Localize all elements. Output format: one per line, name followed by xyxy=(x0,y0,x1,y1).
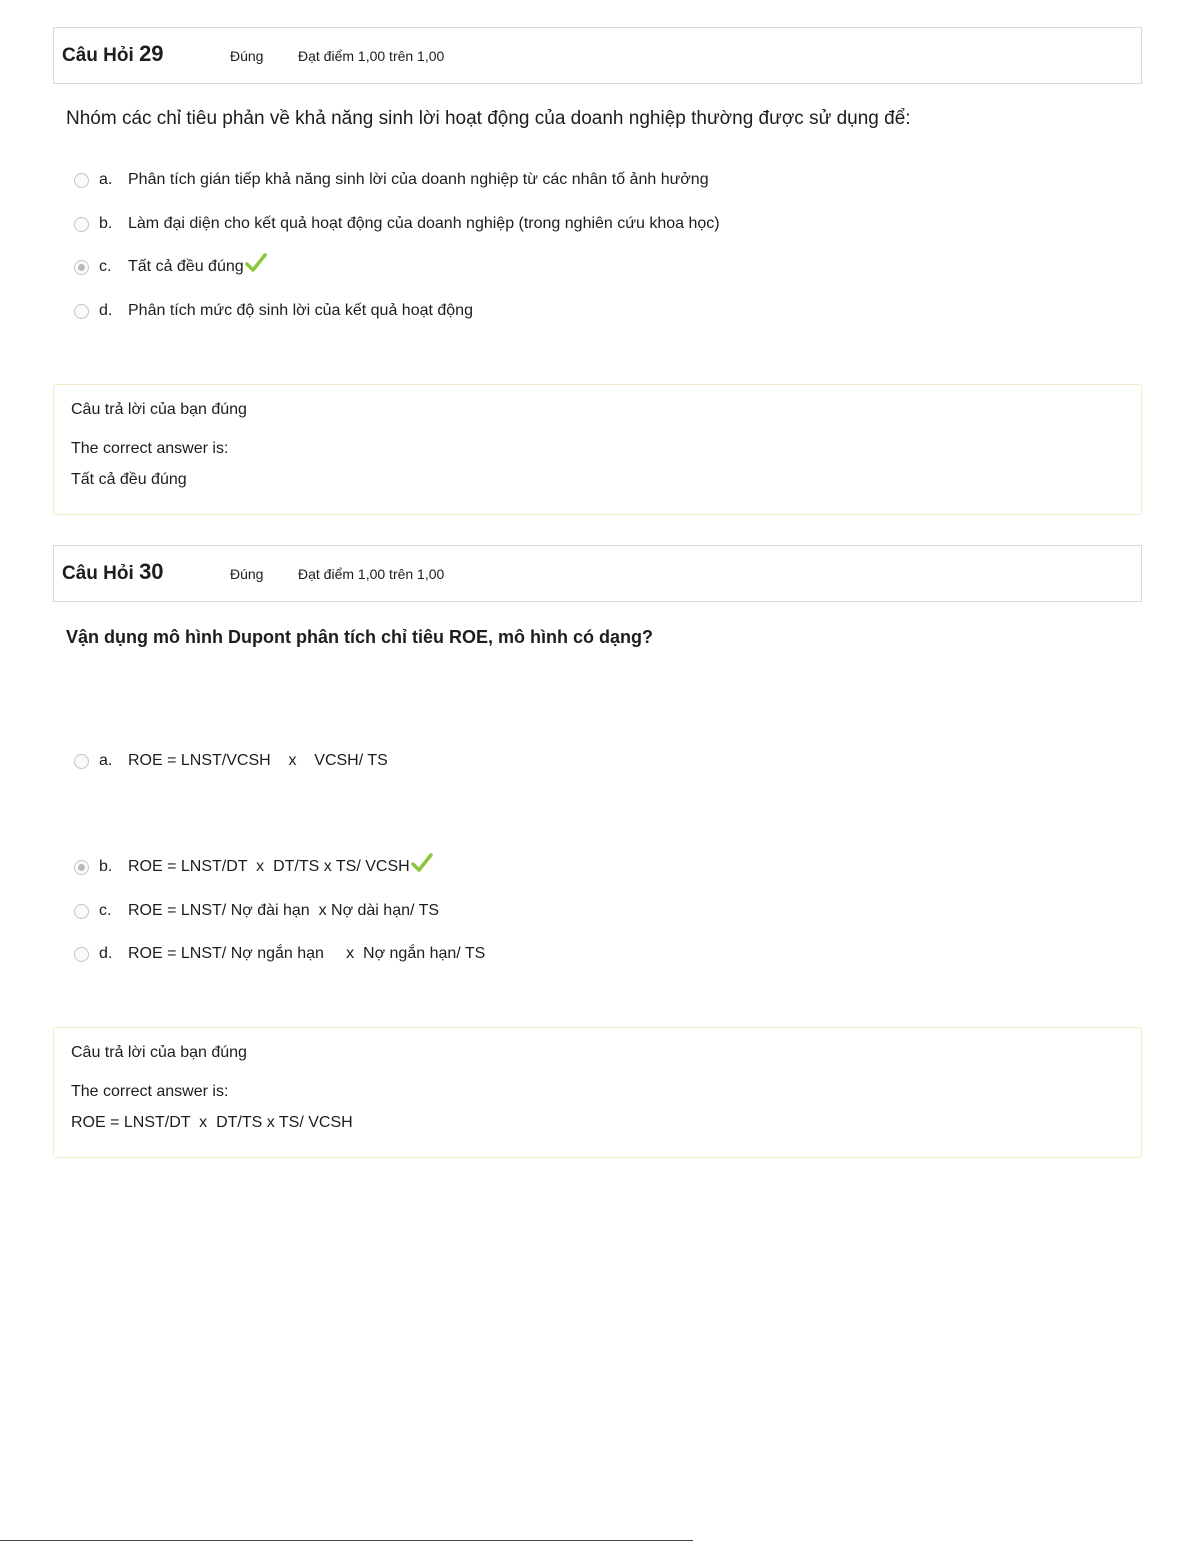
option-text: ROE = LNST/ Nợ đài hạn x Nợ dài hạn/ TS xyxy=(128,902,440,919)
option-text: ROE = LNST/ Nợ ngắn hạn x Nợ ngắn hạn/ TS xyxy=(128,945,486,962)
question-30-option-d[interactable] xyxy=(74,942,485,966)
question-grade: Đạt điểm 1,00 trên 1,00 xyxy=(298,48,445,64)
question-number xyxy=(62,41,164,67)
question-30-info xyxy=(53,545,1142,602)
correct-check-icon xyxy=(245,252,267,274)
option-letter: b. xyxy=(99,858,113,875)
question-state: Đúng xyxy=(230,566,264,582)
question-30-text: Vận dụng mô hình Dupont phân tích chỉ tiêu ROE, mô hình có dạng? xyxy=(66,627,653,647)
feedback-result: Câu trả lời của bạn đúng xyxy=(71,401,247,418)
question-number-value: 29 xyxy=(139,41,164,66)
radio-button-selected[interactable] xyxy=(74,260,89,275)
question-29-option-a[interactable] xyxy=(74,168,709,192)
question-29-option-b[interactable] xyxy=(74,212,720,236)
option-letter: d. xyxy=(99,945,113,962)
question-number xyxy=(62,559,164,585)
question-30-option-b[interactable] xyxy=(74,855,433,879)
option-letter: d. xyxy=(99,302,113,319)
question-label: Câu Hỏi xyxy=(62,45,134,66)
question-30-option-c[interactable] xyxy=(74,899,439,923)
feedback-correct-label: The correct answer is: xyxy=(71,1083,229,1100)
question-grade: Đạt điểm 1,00 trên 1,00 xyxy=(298,566,445,582)
radio-button[interactable] xyxy=(74,904,89,919)
option-text: ROE = LNST/DT x DT/TS x TS/ VCSH xyxy=(128,858,410,875)
question-29-option-d[interactable] xyxy=(74,299,473,323)
feedback-result: Câu trả lời của bạn đúng xyxy=(71,1044,247,1061)
option-text: Phân tích gián tiếp khả năng sinh lời của doanh nghiệp từ các nhân tố ảnh hưởng xyxy=(128,171,709,188)
radio-button[interactable] xyxy=(74,947,89,962)
question-state: Đúng xyxy=(230,48,264,64)
radio-button[interactable] xyxy=(74,217,89,232)
question-label: Câu Hỏi xyxy=(62,563,134,584)
feedback-correct-answer: Tất cả đều đúng xyxy=(71,471,187,488)
question-29-feedback xyxy=(53,384,1142,515)
radio-button-selected[interactable] xyxy=(74,860,89,875)
question-29-text: Nhóm các chỉ tiêu phản về khả năng sinh lời hoạt động của doanh nghiệp thường được sử dụng để: xyxy=(66,108,911,129)
question-29-info xyxy=(53,27,1142,84)
option-letter: a. xyxy=(99,171,113,188)
option-letter: c. xyxy=(99,258,112,275)
question-30-feedback xyxy=(53,1027,1142,1158)
radio-button[interactable] xyxy=(74,173,89,188)
radio-button[interactable] xyxy=(74,304,89,319)
option-letter: b. xyxy=(99,215,113,232)
option-letter: c. xyxy=(99,902,112,919)
question-30-option-a[interactable] xyxy=(74,749,388,773)
question-number-value: 30 xyxy=(139,559,164,584)
option-text: Tất cả đều đúng xyxy=(128,258,244,275)
correct-check-icon xyxy=(411,852,433,874)
option-text: ROE = LNST/VCSH x VCSH/ TS xyxy=(128,752,388,769)
radio-button[interactable] xyxy=(74,754,89,769)
question-29-option-c[interactable] xyxy=(74,255,267,279)
option-letter: a. xyxy=(99,752,113,769)
option-text: Phân tích mức độ sinh lời của kết quả hoạt động xyxy=(128,302,473,319)
feedback-correct-answer: ROE = LNST/DT x DT/TS x TS/ VCSH xyxy=(71,1114,353,1131)
feedback-correct-label: The correct answer is: xyxy=(71,440,229,457)
option-text: Làm đại diện cho kết quả hoạt động của doanh nghiệp (trong nghiên cứu khoa học) xyxy=(128,215,720,232)
